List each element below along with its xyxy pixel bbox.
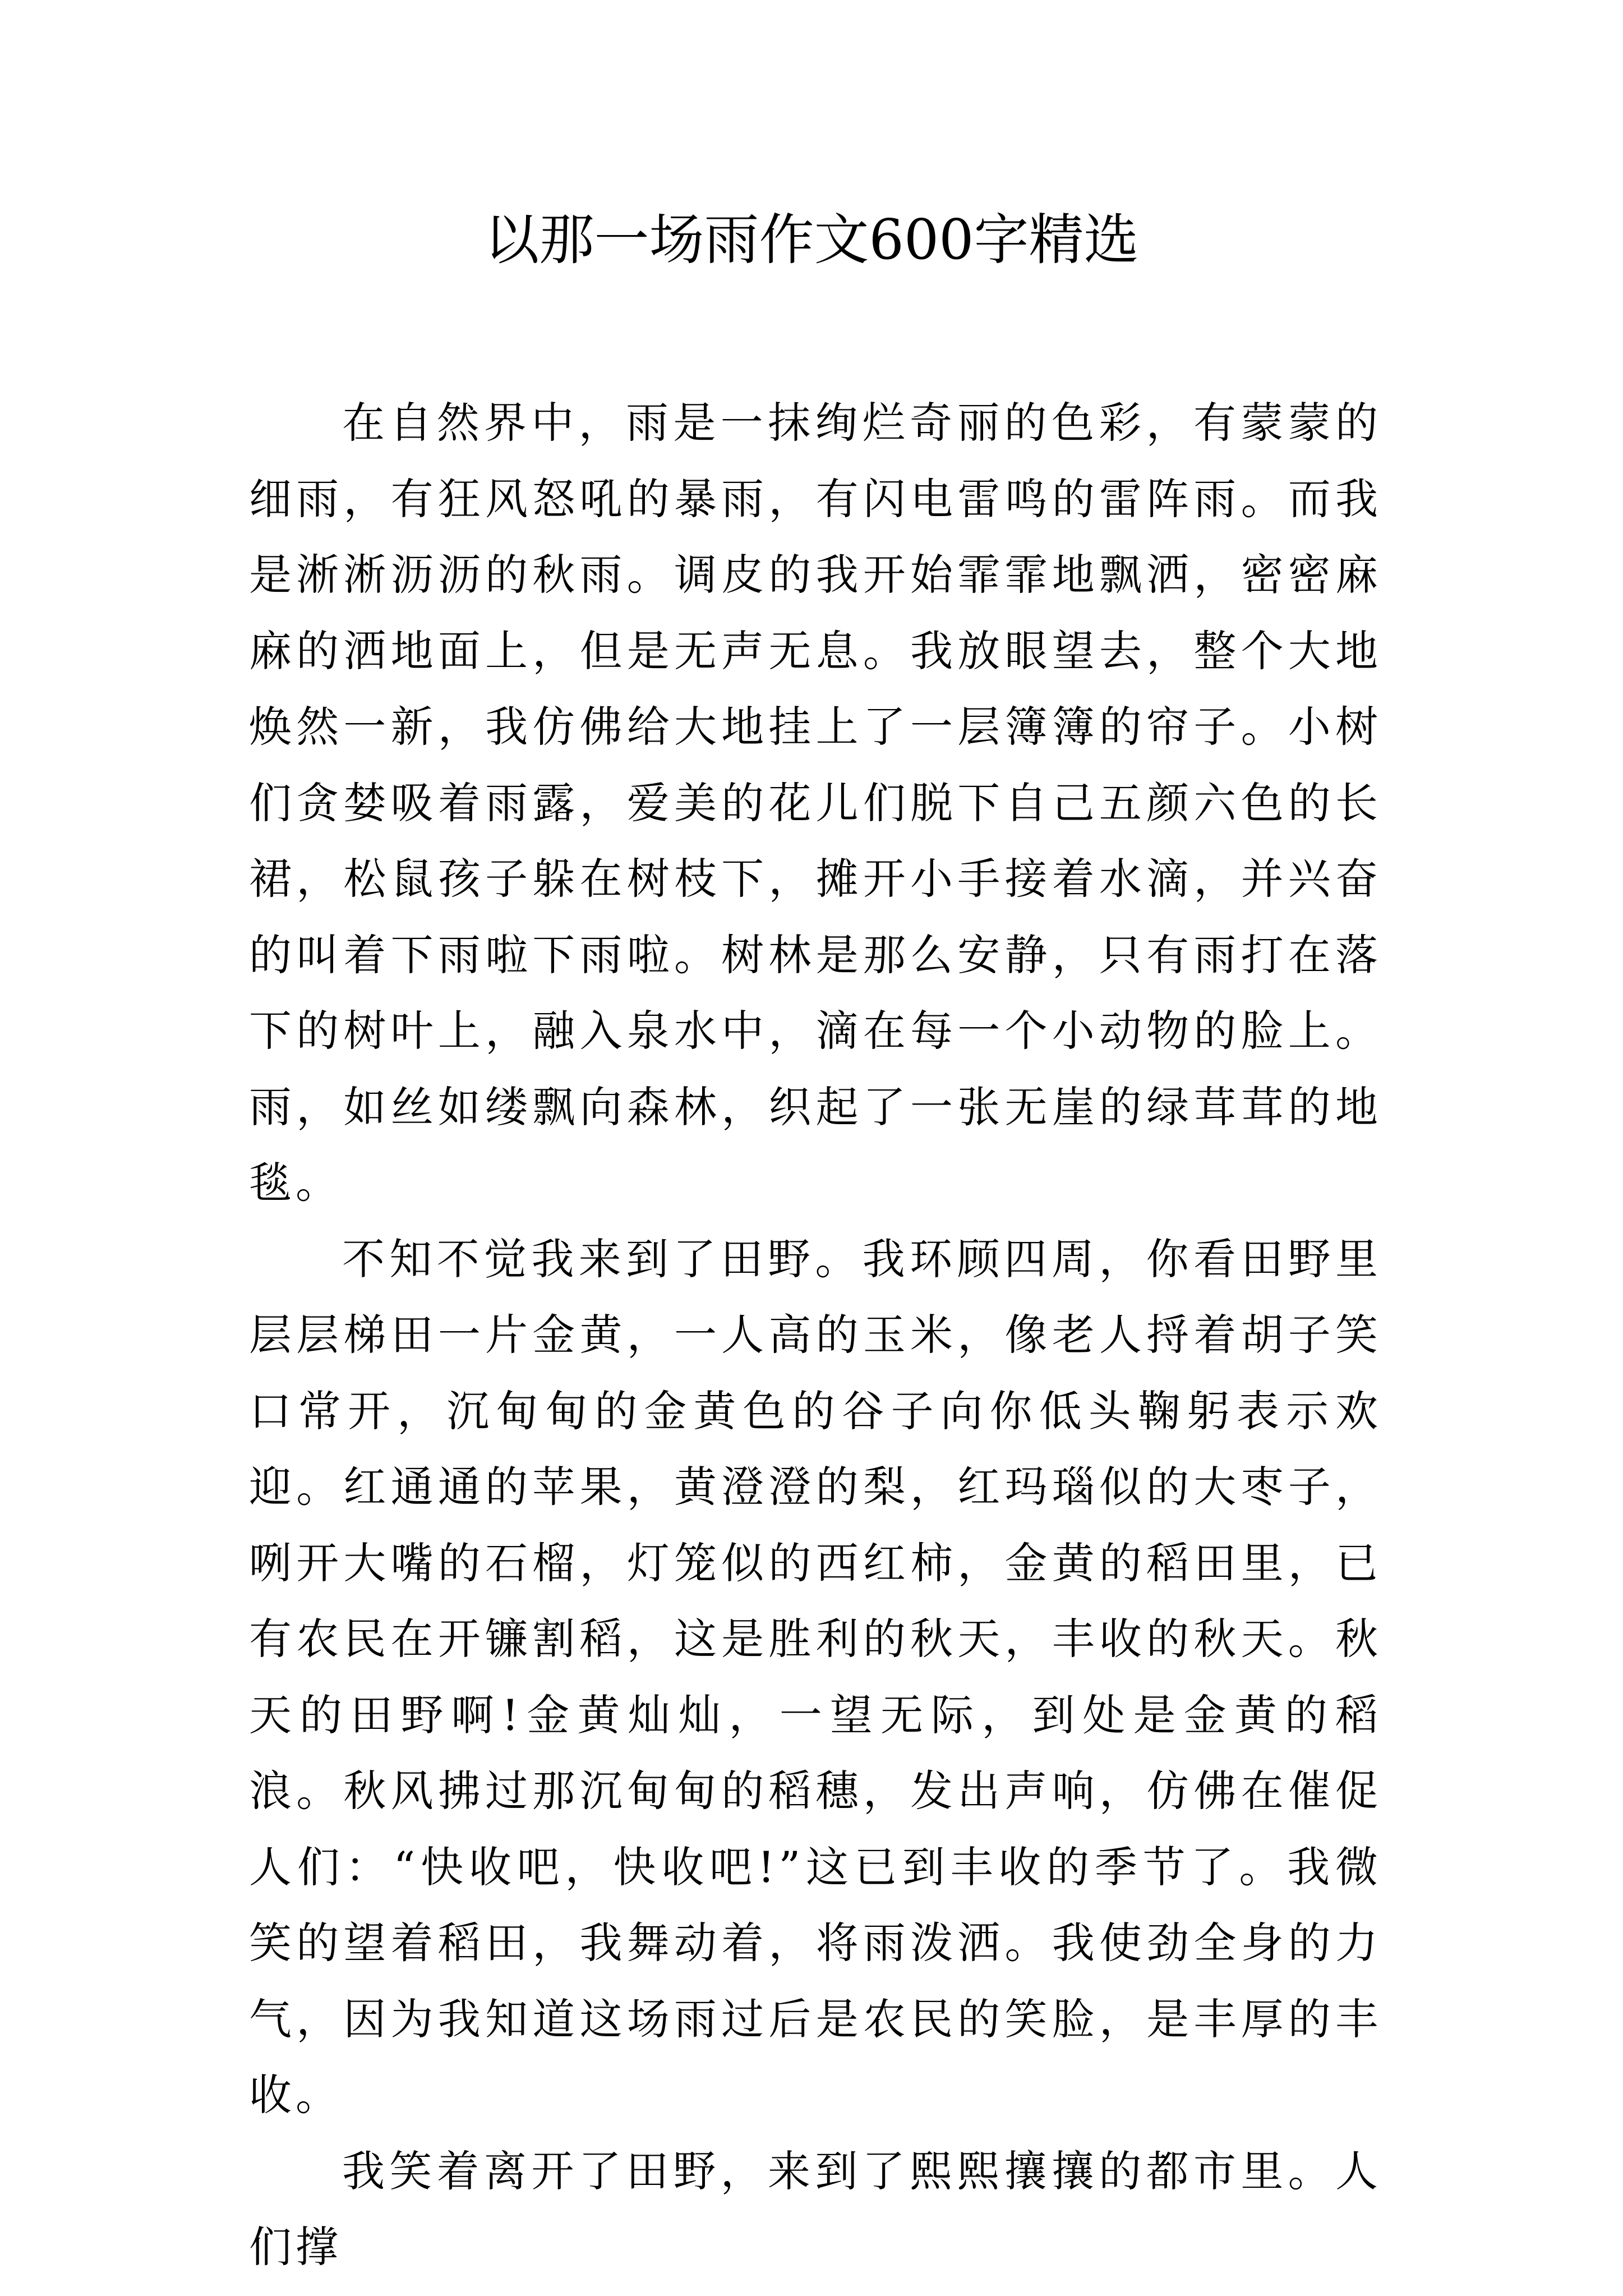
paragraph: 我笑着离开了田野，来到了熙熙攘攘的都市里。人们撑 (249, 2146, 1382, 2272)
paragraph: 不知不觉我来到了田野。我环顾四周，你看田野里层层梯田一片金黄，一人高的玉米，像老人捋着胡子笑口常开，沉甸甸的金黄色的谷子向你低头鞠躬表示欢迎。红通通的苹果，黄澄澄的梨，红玛瑙似的大枣子，咧开大嘴的石榴，灯笼似的西红柿，金黄的稻田里，已有农民在开镰割稻，这是胜利的秋天，丰收的秋天。秋天的田野啊!金黄灿灿，一望无际，到处是金黄的稻浪。秋风拂过那沉甸甸的稻穗，发出声响，仿佛在催促人们：“快收吧，快收吧!”这已到丰收的季节了。我微笑的望着稻田，我舞动着，将雨泼洒。我使劲全身的力气，因为我知道这场雨过后是农民的笑脸，是丰厚的丰收。 (249, 1234, 1382, 2120)
document-title: 以那一场雨作文600字精选 (484, 208, 1139, 272)
document-body (249, 385, 1382, 2285)
paragraph: 在自然界中，雨是一抹绚烂奇丽的色彩，有蒙蒙的细雨，有狂风怒吼的暴雨，有闪电雷鸣的雷阵雨。而我是淅淅沥沥的秋雨。调皮的我开始霏霏地飘洒，密密麻麻的洒地面上，但是无声无息。我放眼望去，整个大地焕然一新，我仿佛给大地挂上了一层簿簿的帘子。小树们贪婪吸着雨露，爱美的花儿们脱下自己五颜六色的长裙，松鼠孩子躲在树枝下，摊开小手接着水滴，并兴奋的叫着下雨啦下雨啦。树林是那么安静，只有雨打在落下的树叶上，融入泉水中，滴在每一个小动物的脸上。雨，如丝如缕飘向森林，织起了一张无崖的绿茸茸的地毯。 (249, 398, 1382, 1208)
